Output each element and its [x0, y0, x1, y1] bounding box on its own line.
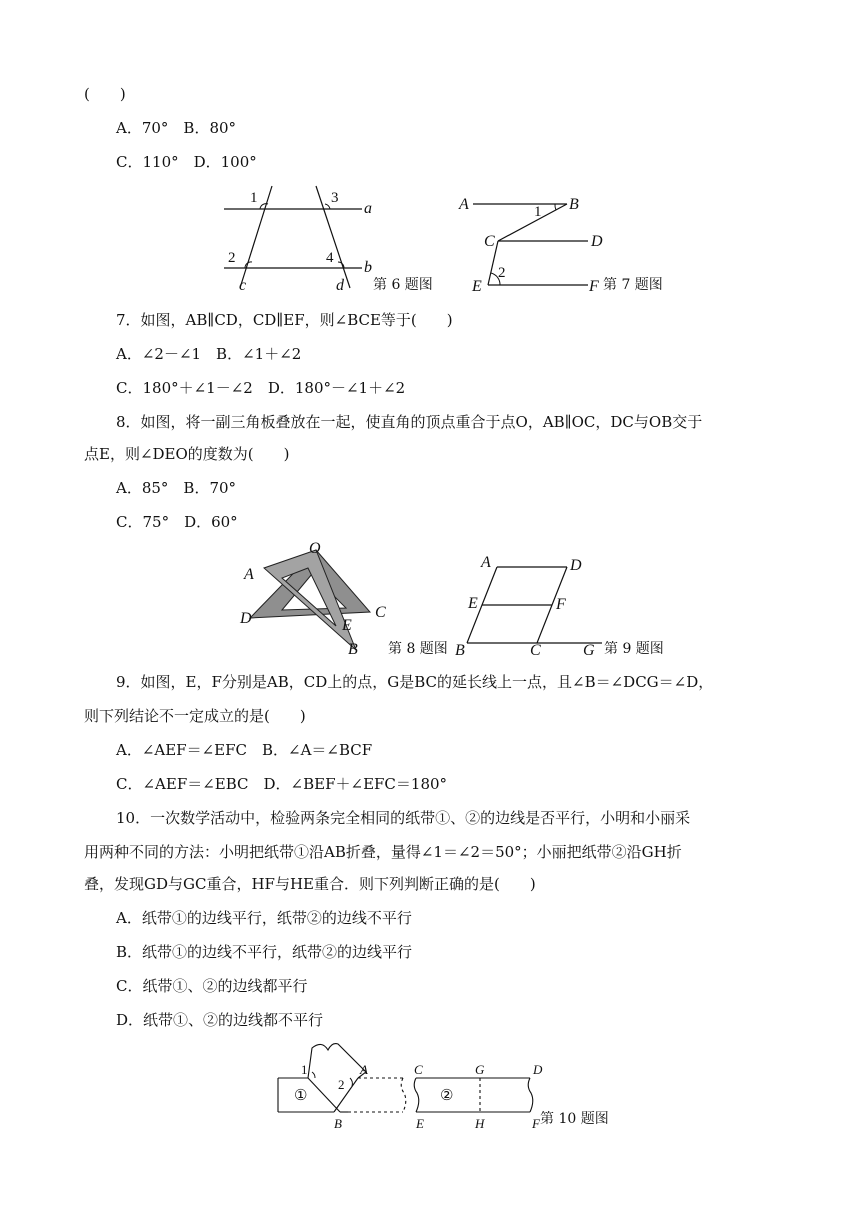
fig7-angle-2: 2	[498, 265, 506, 281]
q10-option-b: B．纸带①的边线不平行，纸带②的边线平行	[116, 943, 413, 961]
q10-option-a: A．纸带①的边线平行，纸带②的边线不平行	[116, 909, 412, 927]
fig10-point-d: D	[533, 1062, 543, 1077]
fig10-strip-2: ②	[440, 1088, 454, 1104]
fig9-caption: 第 9 题图	[604, 641, 664, 657]
fig10-point-e: E	[416, 1116, 424, 1131]
q8-stem-2: 点E，则∠DEO的度数为( )	[84, 445, 290, 463]
q10-stem-1: 10．一次数学活动中，检验两条完全相同的纸带①、②的边线是否平行，小明和小丽采	[116, 809, 691, 827]
q7-options-ab: A．∠2－∠1 B．∠1＋∠2	[116, 345, 302, 363]
fig6-angle-4: 4	[326, 250, 334, 266]
figure-6	[210, 180, 390, 295]
fig6-caption: 第 6 题图	[373, 277, 433, 293]
fig10-point-g: G	[475, 1062, 485, 1077]
figure-7	[455, 192, 605, 296]
q8-options-cd: C．75° D．60°	[116, 513, 238, 531]
fig6-label-b: b	[364, 259, 372, 276]
fig8-point-c: C	[375, 604, 386, 621]
fig7-caption: 第 7 题图	[603, 277, 663, 293]
fig9-point-f: F	[556, 596, 566, 613]
fig8-point-d: D	[240, 610, 252, 627]
fig7-point-c: C	[484, 233, 495, 250]
fig6-angle-3: 3	[331, 190, 339, 206]
fig7-point-a: A	[459, 196, 469, 213]
q8-options-ab: A．85° B．70°	[116, 479, 237, 497]
fig10-caption: 第 10 题图	[540, 1111, 609, 1127]
q8-stem-1: 8．如图，将一副三角板叠放在一起，使直角的顶点重合于点O，AB∥OC，DC与OB交于	[116, 413, 703, 431]
q9-options-cd: C．∠AEF＝∠EBC D．∠BEF＋∠EFC＝180°	[116, 775, 448, 793]
fig7-point-f: F	[589, 278, 599, 295]
fig9-point-e: E	[468, 595, 478, 612]
fig9-point-g: G	[583, 642, 595, 659]
fig7-point-b: B	[569, 196, 579, 213]
fig9-point-a: A	[481, 554, 491, 571]
fig9-point-b: B	[455, 642, 465, 659]
q6-options-ab: A．70° B．80°	[116, 119, 237, 137]
line-bc	[498, 204, 567, 241]
fig10-point-c: C	[414, 1062, 423, 1077]
fig6-label-c: c	[239, 277, 247, 294]
fig8-point-a: A	[244, 566, 254, 583]
q7-stem: 7．如图，AB∥CD，CD∥EF，则∠BCE等于( )	[116, 311, 453, 329]
q9-stem-2: 则下列结论不一定成立的是( )	[84, 707, 306, 725]
q9-options-ab: A．∠AEF＝∠EFC B．∠A＝∠BCF	[116, 741, 373, 759]
fig10-angle-1: 1	[301, 1062, 308, 1077]
fig9-point-d: D	[570, 557, 582, 574]
fig8-point-b: B	[348, 641, 358, 658]
q9-stem-1: 9．如图，E，F分别是AB，CD上的点，G是BC的延长线上一点，且∠B＝∠DCG＝∠D，	[116, 673, 714, 691]
q10-stem-2: 用两种不同的方法：小明把纸带①沿AB折叠，量得∠1＝∠2＝50°；小丽把纸带②沿GH折	[84, 843, 682, 861]
fig8-point-o: O	[309, 540, 321, 557]
q10-option-c: C．纸带①、②的边线都平行	[116, 977, 308, 995]
fig10-point-h: H	[475, 1116, 485, 1131]
q10-option-d: D．纸带①、②的边线都不平行	[116, 1011, 324, 1029]
fig10-point-b: B	[334, 1116, 342, 1131]
fig10-angle-2: 2	[338, 1077, 345, 1092]
fig6-label-d: d	[336, 277, 344, 294]
q6-bracket: ( )	[84, 85, 126, 103]
fig10-point-f: F	[532, 1116, 540, 1131]
figure-10	[268, 1036, 558, 1132]
q10-stem-3: 叠，发现GD与GC重合，HF与HE重合．则下列判断正确的是( )	[84, 875, 536, 893]
q6-options-cd: C．110° D．100°	[116, 153, 257, 171]
fig10-point-a: A	[360, 1062, 368, 1077]
fig7-angle-1: 1	[534, 204, 542, 220]
figure-8	[236, 538, 396, 660]
fig7-point-d: D	[591, 233, 603, 250]
q7-options-cd: C．180°＋∠1－∠2 D．180°－∠1＋∠2	[116, 379, 406, 397]
fig8-caption: 第 8 题图	[388, 641, 448, 657]
fig9-point-c: C	[530, 642, 541, 659]
figure-9	[452, 550, 608, 662]
fig6-angle-2: 2	[228, 250, 236, 266]
fig7-point-e: E	[472, 278, 482, 295]
fig6-label-a: a	[364, 200, 372, 217]
fig8-point-e: E	[342, 617, 352, 634]
fig6-angle-1: 1	[250, 190, 258, 206]
fig10-strip-1: ①	[294, 1088, 308, 1104]
